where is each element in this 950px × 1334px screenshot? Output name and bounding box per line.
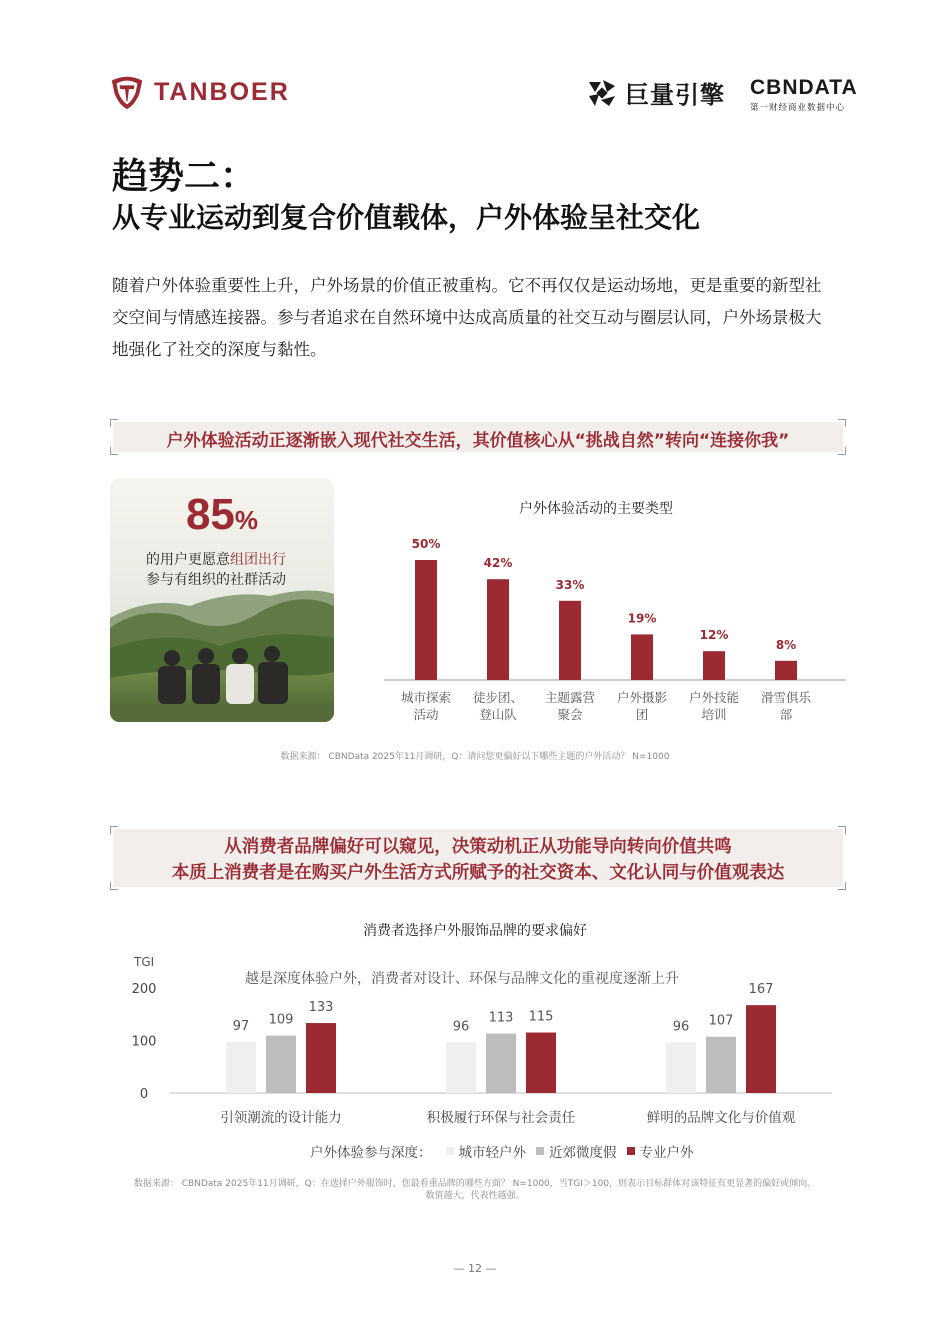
chart2-data-label: 107 bbox=[708, 1013, 734, 1029]
chart2-category-label: 引领潮流的设计能力 bbox=[220, 1110, 342, 1126]
legend-text-pro: 专业户外 bbox=[639, 1145, 694, 1161]
legend-item-suburb bbox=[536, 1141, 617, 1161]
tanboer-shield-icon bbox=[108, 73, 146, 111]
chart1-data-label: 33% bbox=[555, 577, 585, 592]
chart2-data-label: 96 bbox=[672, 1019, 690, 1035]
chart2-data-label: 113 bbox=[488, 1010, 514, 1026]
chart2-bar bbox=[526, 1033, 556, 1093]
chart2-bar bbox=[486, 1034, 516, 1093]
legend-text-suburb: 近郊微度假 bbox=[549, 1145, 617, 1161]
legend-text-city: 城市轻户外 bbox=[458, 1145, 526, 1161]
chart2-bar bbox=[306, 1023, 336, 1093]
chart1-bar bbox=[703, 651, 725, 680]
chart1-category-label: 聚会 bbox=[557, 707, 583, 722]
trend-label: 趋势二： bbox=[112, 156, 257, 197]
chart1-bar bbox=[559, 601, 581, 680]
stat-line1-pre: 的用户更愿意 bbox=[146, 552, 230, 568]
stat-line1-highlight: 组团出行 bbox=[230, 552, 286, 568]
chart1-activity-types bbox=[380, 520, 850, 730]
chart2-category-label: 鲜明的品牌文化与价值观 bbox=[646, 1110, 796, 1126]
chart2-note: 越是深度体验户外，消费者对设计、环保与品牌文化的重视度逐渐上升 bbox=[245, 971, 679, 987]
chart1-category-label: 主题露营 bbox=[544, 690, 596, 705]
legend-label: 户外体验参与深度： bbox=[310, 1145, 432, 1161]
chart2-y-tick-label: 200 bbox=[131, 981, 157, 997]
chart2-data-label: 97 bbox=[232, 1018, 250, 1034]
chart2-data-label: 109 bbox=[268, 1012, 294, 1028]
juliang-mark-icon bbox=[585, 76, 619, 110]
banner-2-line1: 从消费者品牌偏好可以窥见，决策动机正从功能导向转向价值共鸣 bbox=[224, 837, 732, 857]
chart1-data-label: 42% bbox=[483, 556, 513, 571]
chart1-bar bbox=[415, 560, 437, 680]
chart2-y-tick-label: 0 bbox=[139, 1087, 149, 1102]
page-header bbox=[0, 0, 950, 130]
legend-swatch-pro bbox=[627, 1147, 635, 1155]
chart2-bar bbox=[226, 1042, 256, 1093]
chart2-category-label: 积极履行环保与社会责任 bbox=[426, 1110, 576, 1126]
chart1-data-label: 8% bbox=[775, 637, 797, 652]
chart1-bar bbox=[631, 634, 653, 680]
banner-1-text: 户外体验活动正逐渐嵌入现代社交生活，其价值核心从“挑战自然”转向“连接你我” bbox=[166, 431, 790, 451]
stat-description bbox=[146, 550, 286, 590]
chart2-title: 消费者选择户外服饰品牌的要求偏好 bbox=[363, 923, 587, 939]
page-number: — 12 — bbox=[453, 1262, 497, 1275]
legend-swatch-city bbox=[446, 1147, 454, 1155]
chart2-data-label: 133 bbox=[308, 1000, 334, 1016]
source-note-2b: 数值越大，代表性越强。 bbox=[425, 1191, 525, 1201]
chart1-title: 户外体验活动的主要类型 bbox=[519, 501, 673, 517]
chart2-bar bbox=[706, 1037, 736, 1093]
chart1-data-label: 19% bbox=[627, 611, 657, 626]
chart1-bar bbox=[775, 661, 797, 680]
tanboer-wordmark: TANBOER bbox=[154, 77, 290, 106]
stat-percentage bbox=[110, 490, 334, 540]
chart2-y-axis-label: TGI bbox=[134, 955, 155, 969]
banner-2 bbox=[110, 826, 846, 890]
banner-1 bbox=[110, 419, 846, 455]
chart2-data-label: 96 bbox=[452, 1019, 470, 1035]
juliang-logo bbox=[585, 75, 725, 110]
legend-item-pro bbox=[627, 1141, 694, 1161]
chart1-category-label: 户外技能 bbox=[688, 690, 740, 705]
chart2-bar bbox=[666, 1043, 696, 1093]
chart1-category-label: 部 bbox=[779, 707, 793, 722]
chart2-legend bbox=[310, 1141, 704, 1161]
source-note-1: 数据来源： CBNData 2025年11月调研，Q：请问您更偏好以下哪些主题的户外活动？ N=1000 bbox=[280, 752, 670, 762]
chart2-bar bbox=[266, 1036, 296, 1093]
stat-unit: % bbox=[234, 505, 259, 535]
chart1-category-label: 徒步团、 bbox=[472, 690, 524, 705]
chart1-category-label: 培训 bbox=[701, 707, 727, 722]
trend-title: 从专业运动到复合价值载体，户外体验呈社交化 bbox=[112, 201, 701, 234]
banner-2-line2: 本质上消费者是在购买户外生活方式所赋予的社交资本、文化认同与价值观表达 bbox=[171, 863, 785, 883]
photo-card bbox=[110, 478, 334, 722]
chart1-data-label: 50% bbox=[411, 537, 441, 551]
chart2-data-label: 167 bbox=[748, 982, 774, 998]
intro-paragraph: 随着户外体验重要性上升，户外场景的价值正被重构。它不再仅仅是运动场地，更是重要的新型社交空间与情感连接器。参与者追求在自然环境中达成高质量的社交互动与圈层认同，户外场景极大地强化了社交的深度与黏性。 bbox=[112, 276, 822, 359]
legend-item-city bbox=[446, 1141, 527, 1161]
chart1-bar bbox=[487, 579, 509, 680]
stat-number: 85 bbox=[185, 490, 235, 539]
chart2-y-tick-label: 100 bbox=[131, 1034, 157, 1050]
juliang-wordmark: 巨量引擎 bbox=[625, 81, 725, 109]
stat-line2: 参与有组织的社群活动 bbox=[146, 572, 286, 588]
chart2-bar bbox=[446, 1043, 476, 1093]
cbndata-logo bbox=[750, 76, 858, 113]
chart1-category-label: 活动 bbox=[413, 707, 439, 722]
chart1-category-label: 滑雪俱乐 bbox=[760, 690, 812, 705]
chart2-data-label: 115 bbox=[528, 1009, 554, 1025]
source-note-2a: 数据来源： CBNData 2025年11月调研，Q：在选择户外服饰时，您最看重品牌的哪些方面？ N=1000，当TGI＞100，则表示目标群体对该特征有更显著的偏好或倾向。 bbox=[133, 1179, 817, 1189]
chart2-bar bbox=[746, 1005, 776, 1093]
chart1-category-label: 团 bbox=[635, 707, 649, 722]
chart1-data-label: 12% bbox=[699, 628, 729, 643]
cbndata-wordmark: CBNDATA bbox=[750, 76, 858, 99]
cbndata-subtitle: 第一财经商业数据中心 bbox=[750, 103, 846, 113]
tanboer-logo bbox=[108, 73, 290, 111]
chart1-category-label: 城市探索 bbox=[400, 690, 452, 705]
legend-swatch-suburb bbox=[536, 1147, 544, 1155]
chart1-category-label: 户外摄影 bbox=[616, 690, 668, 705]
chart1-category-label: 登山队 bbox=[479, 707, 517, 722]
